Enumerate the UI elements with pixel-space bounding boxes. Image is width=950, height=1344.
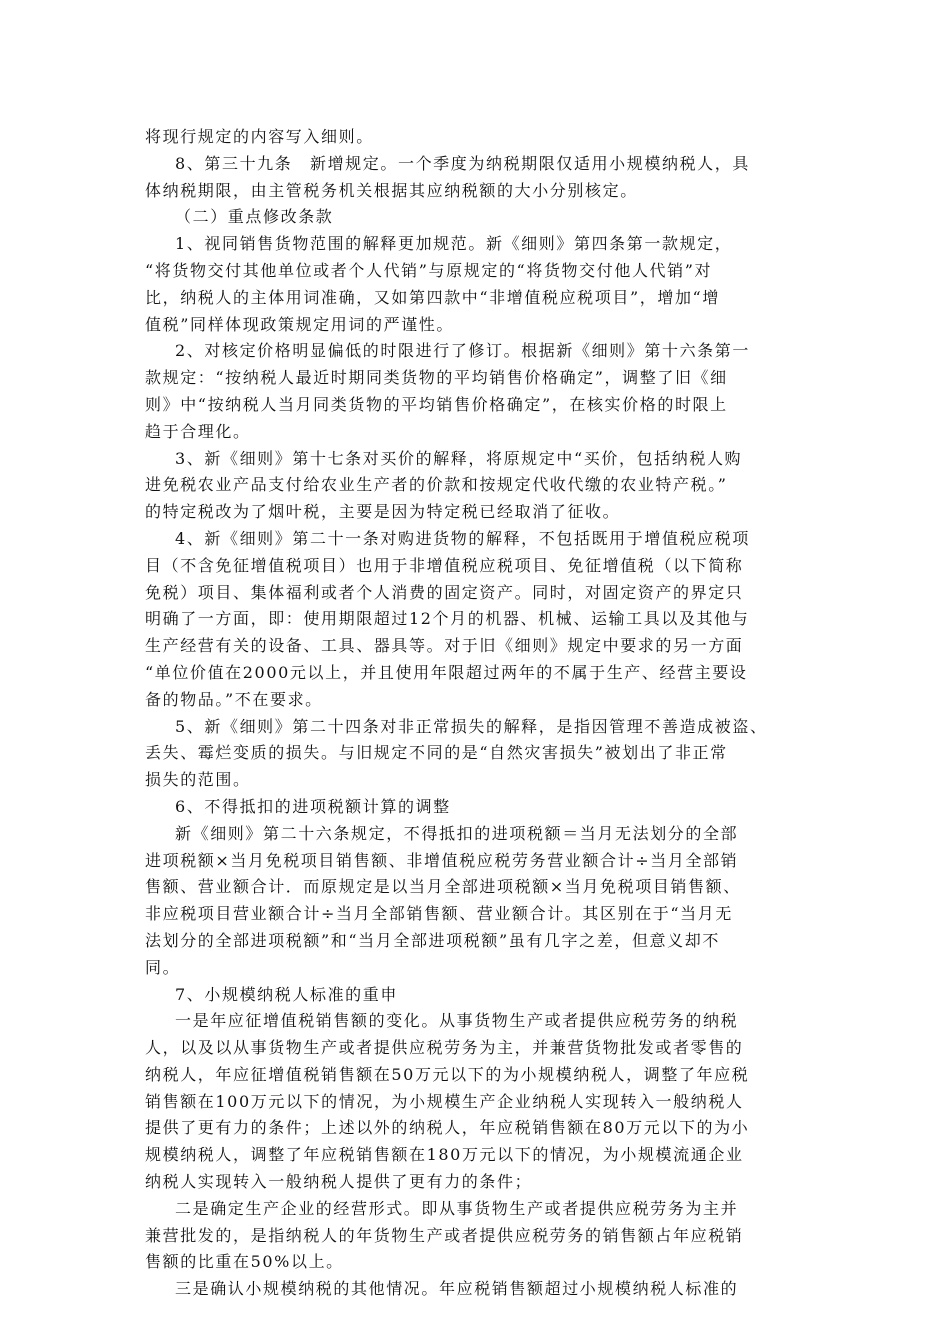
text-line: 二是确定生产企业的经营形式。即从事货物生产或者提供应税劳务为主并 xyxy=(175,1198,739,1218)
text-line: “将货物交付其他单位或者个人代销”与原规定的“将货物交付他人代销”对 xyxy=(145,260,713,280)
text-line: 将现行规定的内容写入细则。 xyxy=(145,127,374,146)
text-line: 进免税农业产品支付给农业生产者的价款和按规定代收代缴的农业特产税。” xyxy=(145,475,728,495)
text-line: 趋于合理化。 xyxy=(145,421,251,441)
text-line: 5、新《细则》第二十四条对非正常损失的解释，是指因管理不善造成被盗、 xyxy=(175,716,768,736)
text-line: 明确了一方面，即：使用期限超过12个月的机器、机械、运输工具以及其他与 xyxy=(145,609,750,629)
text-line: “单位价值在2000元以上，并且使用年限超过两年的不属于生产、经营主要设 xyxy=(145,662,748,682)
text-line: 备的物品。”不在要求。 xyxy=(145,689,323,709)
text-line: 新《细则》第二十六条规定，不得抵扣的进项税额＝当月无法划分的全部 xyxy=(175,823,739,843)
text-line: 则》中“按纳税人当月同类货物的平均销售价格确定”，在核实价格的时限上 xyxy=(145,394,728,414)
text-line: 款规定：“按纳税人最近时期同类货物的平均销售价格确定”，调整了旧《细 xyxy=(145,368,728,388)
document-body xyxy=(145,124,825,1303)
text-line: 8、第三十九条 新增规定。一个季度为纳税期限仅适用小规模纳税人，具 xyxy=(175,153,750,173)
text-line: 比，纳税人的主体用词准确，又如第四款中“非增值税应税项目”，增加“增 xyxy=(145,287,720,307)
text-line: 生产经营有关的设备、工具、器具等。对于旧《细则》规定中要求的另一方面 xyxy=(145,636,744,656)
text-line: 法划分的全部进项税额”和“当月全部进项税额”虽有几字之差，但意义却不 xyxy=(145,930,720,950)
text-line: 售额的比重在50%以上。 xyxy=(145,1252,344,1272)
text-line: 免税）项目、集体福利或者个人消费的固定资产。同时，对固定资产的界定只 xyxy=(145,582,744,602)
text-line: 一是年应征增值税销售额的变化。从事货物生产或者提供应税劳务的纳税 xyxy=(175,1011,739,1031)
text-line: 非应税项目营业额合计÷当月全部销售额、营业额合计。其区别在于“当月无 xyxy=(145,904,733,924)
text-line: 提供了更有力的条件；上述以外的纳税人，年应税销售额在80万元以下的为小 xyxy=(145,1118,750,1138)
text-line: 3、新《细则》第十七条对买价的解释，将原规定中“买价，包括纳税人购 xyxy=(175,448,743,468)
text-line: 值税”同样体现政策规定用词的严谨性。 xyxy=(145,314,454,334)
text-line: 丢失、霉烂变质的损失。与旧规定不同的是“自然灾害损失”被划出了非正常 xyxy=(145,743,728,763)
text-line: 4、新《细则》第二十一条对购进货物的解释，不包括既用于增值税应税项 xyxy=(175,528,750,548)
text-line: 人，以及以从事货物生产或者提供应税劳务为主，并兼营货物批发或者零售的 xyxy=(145,1038,744,1058)
text-line: 2、对核定价格明显偏低的时限进行了修订。根据新《细则》第十六条第一 xyxy=(175,341,750,361)
text-line: 售额、营业额合计．而原规定是以当月全部进项税额×当月免税项目销售额、 xyxy=(145,877,741,897)
text-line: 纳税人实现转入一般纳税人提供了更有力的条件； xyxy=(145,1172,533,1192)
text-line: 纳税人，年应征增值税销售额在50万元以下的为小规模纳税人，调整了年应税 xyxy=(145,1064,750,1084)
text-line: 同。 xyxy=(145,957,181,977)
text-line: 兼营批发的，是指纳税人的年货物生产或者提供应税劳务的销售额占年应税销 xyxy=(145,1225,744,1245)
text-line: （二）重点修改条款 xyxy=(175,207,334,227)
text-line: 目（不含免征增值税项目）也用于非增值税应税项目、免征增值税（以下简称 xyxy=(145,555,744,575)
text-line: 7、小规模纳税人标准的重申 xyxy=(175,984,398,1004)
text-line: 进项税额×当月免税项目销售额、非增值税应税劳务营业额合计÷当月全部销 xyxy=(145,850,739,870)
text-line: 损失的范围。 xyxy=(145,770,251,790)
text-line: 的特定税改为了烟叶税，主要是因为特定税已经取消了征收。 xyxy=(145,502,621,522)
text-line: 三是确认小规模纳税的其他情况。年应税销售额超过小规模纳税人标准的 xyxy=(175,1279,739,1299)
text-line: 体纳税期限，由主管税务机关根据其应纳税额的大小分别核定。 xyxy=(145,180,638,200)
text-line: 规模纳税人，调整了年应税销售额在180万元以下的情况，为小规模流通企业 xyxy=(145,1145,744,1165)
text-line: 销售额在100万元以下的情况，为小规模生产企业纳税人实现转入一般纳税人 xyxy=(145,1091,744,1111)
text-line: 1、视同销售货物范围的解释更加规范。新《细则》第四条第一款规定， xyxy=(175,234,733,254)
text-line: 6、不得抵扣的进项税额计算的调整 xyxy=(175,796,451,816)
